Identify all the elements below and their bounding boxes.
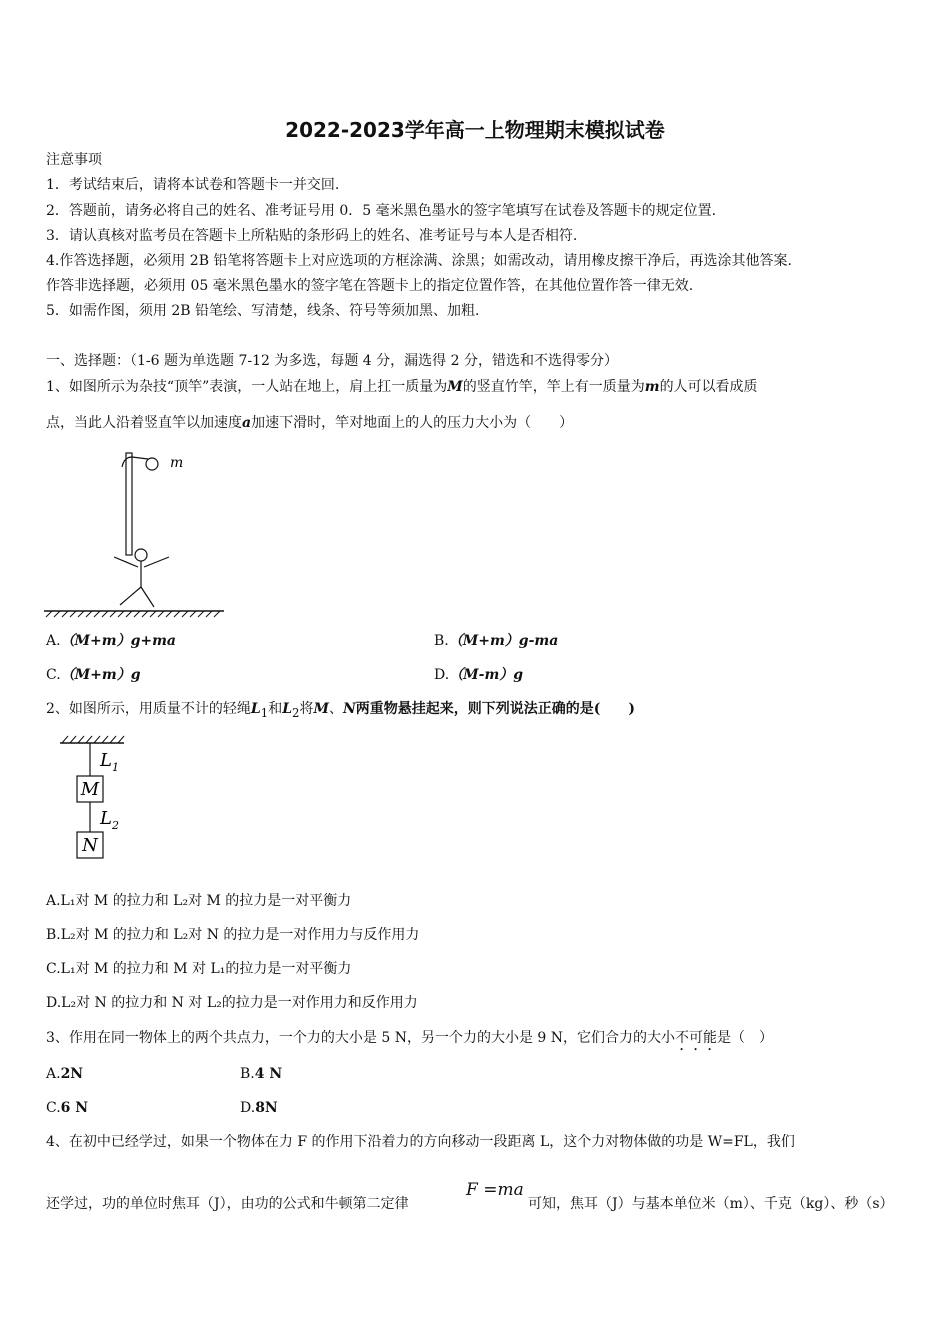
figure-label-M: M (80, 779, 100, 800)
q3-stem: 3、作用在同一物体上的两个共点力，一个力的大小是 5 N，另一个力的大小是 9 N，它们合力的大小不可能是（ ） (46, 1030, 774, 1046)
notice-item: 2．答题前，请务必将自己的姓名、准考证号用 0．5 毫米黑色墨水的签字笔填写在试卷及答题卡的规定位置. (46, 203, 717, 219)
notice-item: 作答非选择题，必须用 05 毫米黑色墨水的签字笔在答题卡上的指定位置作答，在其他位置作答一律无效. (46, 278, 694, 294)
q4-stem-line1: 4、在初中已经学过，如果一个物体在力 F 的作用下沿着力的方向移动一段距离 L，这个力对物体做的功是 W=FL，我们 (46, 1134, 795, 1150)
figure-label-m: m (170, 455, 184, 471)
newton-second-law-formula: F =ma (466, 1180, 524, 1200)
q2-option-d[interactable]: D.L₂对 N 的拉力和 N 对 L₂的拉力是一对作用力和反作用力 (46, 995, 418, 1011)
figure-label-L1: $L_1$ (100, 750, 119, 774)
section-heading: 一、选择题：（1-6 题为单选题 7-12 为多选，每题 4 分，漏选得 2 分，错选和不选得零分） (46, 353, 618, 369)
notice-item: 5．如需作图，须用 2B 铅笔绘、写清楚，线条、符号等须加黑、加粗. (46, 303, 480, 319)
q3-emphasis: 不可能 (675, 1030, 718, 1046)
figure-label-L2: $L_2$ (100, 808, 119, 832)
q3-option-c[interactable]: C.6 N (46, 1100, 89, 1116)
q2-stem: 2、如图所示，用质量不计的轻绳$L_1$和$L_2$将M、N两重物悬挂起来，则下列说法正确的是( ) (46, 701, 635, 720)
notice-item: 3．请认真核对监考员在答题卡上所粘贴的条形码上的姓名、准考证号与本人是否相符. (46, 228, 578, 244)
q2-option-c[interactable]: C.L₁对 M 的拉力和 M 对 L₁的拉力是一对平衡力 (46, 961, 352, 977)
notice-item: 1．考试结束后，请将本试卷和答题卡一并交回. (46, 177, 340, 193)
q1-option-c[interactable]: C.（M+m）g (46, 667, 141, 683)
q1-option-a[interactable]: A.（M+m）g+ma (46, 633, 177, 649)
pole-acrobat-figure (44, 445, 234, 620)
q1-option-d[interactable]: D.（M-m）g (434, 667, 524, 683)
q2-option-b[interactable]: B.L₂对 M 的拉力和 L₂对 N 的拉力是一对作用力与反作用力 (46, 927, 420, 943)
q2-option-a[interactable]: A.L₁对 M 的拉力和 L₂对 M 的拉力是一对平衡力 (46, 893, 352, 909)
q3-option-d[interactable]: D.8N (240, 1100, 278, 1116)
hanging-masses-figure (56, 733, 136, 868)
notice-heading: 注意事项 (46, 152, 102, 168)
q3-option-b[interactable]: B.4 N (240, 1066, 283, 1082)
q1-stem-line2: 点，当此人沿着竖直竿以加速度a加速下滑时，竿对地面上的人的压力大小为（ ） (46, 415, 574, 431)
q1-option-b[interactable]: B.（M+m）g-ma (434, 633, 559, 649)
q1-stem-line1: 1、如图所示为杂技“顶竿”表演，一人站在地上，肩上扛一质量为M的竖直竹竿，竿上有一质量为m的人可以看成质 (46, 379, 758, 395)
q4-stem-line2-right: 可知，焦耳（J）与基本单位米（m）、千克（kg）、秒（s） (528, 1196, 894, 1212)
figure-label-N: N (82, 835, 98, 856)
q3-option-a[interactable]: A.2N (46, 1066, 84, 1082)
page-title: 2022-2023学年高一上物理期末模拟试卷 (285, 118, 665, 142)
q4-stem-line2-left: 还学过，功的单位时焦耳（J），由功的公式和牛顿第二定律 (46, 1196, 409, 1212)
notice-item: 4.作答选择题，必须用 2B 铅笔将答题卡上对应选项的方框涂满、涂黑；如需改动，请用橡皮擦干净后，再选涂其他答案. (46, 253, 792, 269)
